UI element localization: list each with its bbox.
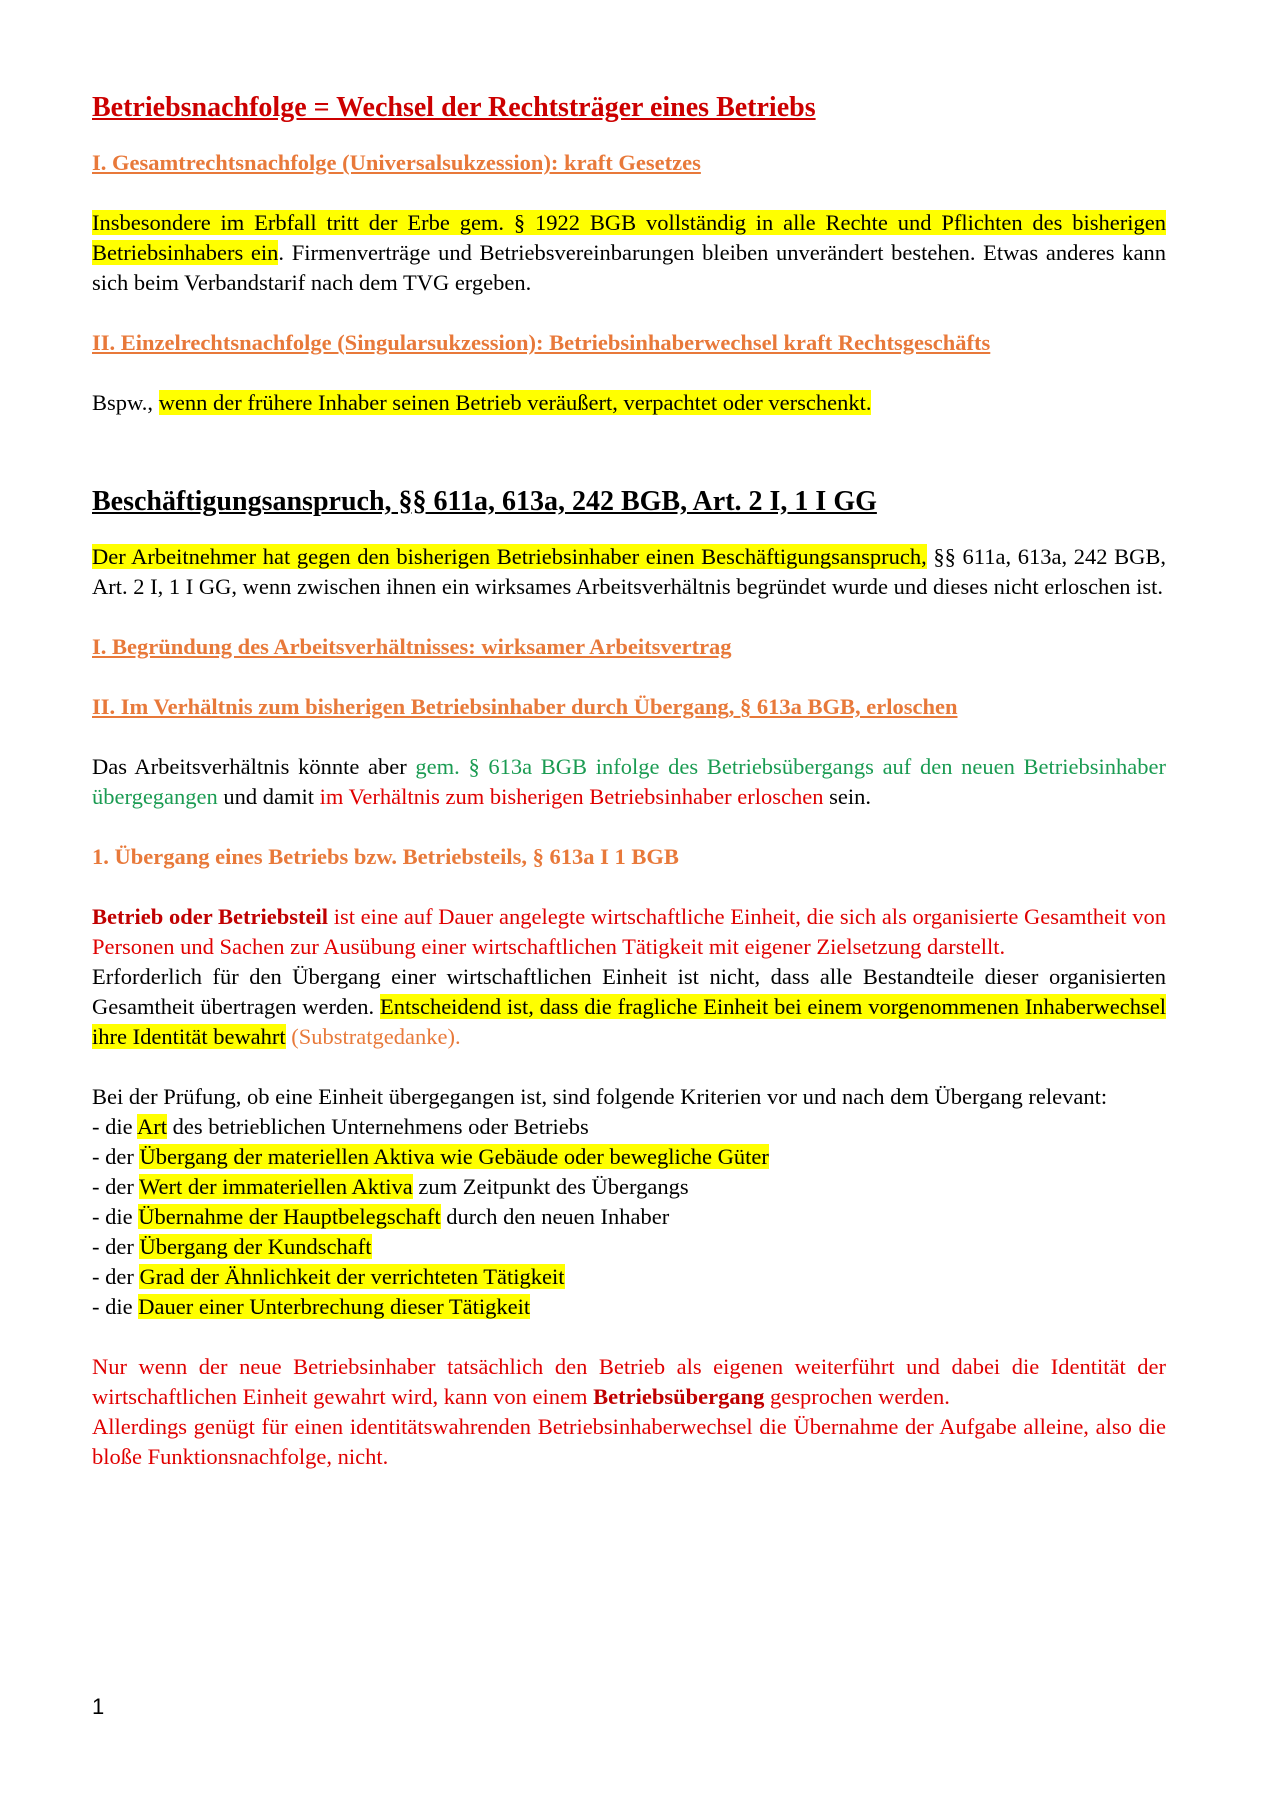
list-item [92, 1232, 1166, 1262]
list-item-prefix: - die [92, 1204, 139, 1229]
list-item-highlight: Übergang der materiellen Aktiva wie Gebäude oder bewegliche Güter [139, 1144, 769, 1169]
heading-begruendung: I. Begründung des Arbeitsverhältnisses: wirksamer Arbeitsvertrag [92, 634, 732, 659]
list-item-highlight: Art [137, 1114, 167, 1139]
list-item [92, 1262, 1166, 1292]
text-definition: ist eine auf Dauer angelegte wirtschaftliche Einheit, die sich als organisierte Gesamtheit von Personen und Sachen zur Ausübung einer wirtschaftlichen Tätigkeit mit eigener Zielsetzung darstellt. [92, 904, 1166, 959]
text-av-green: gem. § 613a BGB infolge des Betriebsübergangs auf den neuen Betriebsinhaber übergegangen [92, 754, 1166, 809]
text-substratgedanke: (Substratgedanke). [285, 1024, 461, 1049]
text-concl-pre: Nur wenn der neue Betriebsinhaber tatsächlich den Betrieb als eigenen weiterführt und dabei die Identität der wirtschaftlichen Einheit gewahrt wird, kann von einem [92, 1354, 1166, 1409]
heading-einzelrechtsnachfolge: II. Einzelrechtsnachfolge (Singularsukzession): Betriebsinhaberwechsel kraft Rechtsgeschäfts [92, 330, 991, 355]
highlight-veraeussert: wenn der frühere Inhaber seinen Betrieb veräußert, verpachtet oder verschenkt. [158, 390, 872, 415]
text-bspw: Bspw., [92, 390, 159, 415]
paragraph-erbfall [92, 208, 1166, 298]
list-item-suffix: zum Zeitpunkt des Übergangs [412, 1174, 689, 1199]
list-item-prefix: - der [92, 1144, 140, 1169]
paragraph-arbeitsverhaeltnis [92, 752, 1166, 812]
heading-gesamtrechtsnachfolge: I. Gesamtrechtsnachfolge (Universalsukzession): kraft Gesetzes [92, 150, 701, 175]
list-item-highlight: Wert der immateriellen Aktiva [139, 1174, 413, 1199]
list-item [92, 1202, 1166, 1232]
title-betriebsnachfolge: Betriebsnachfolge = Wechsel der Rechtsträger eines Betriebs [92, 92, 816, 123]
heading-uebergang-erloschen: II. Im Verhältnis zum bisherigen Betriebsinhaber durch Übergang, § 613a BGB, erloschen [92, 694, 958, 719]
criteria-list [92, 1112, 1166, 1322]
list-item [92, 1172, 1166, 1202]
list-item-prefix: - die [92, 1294, 139, 1319]
list-item-suffix: des betrieblichen Unternehmens oder Betriebs [167, 1114, 589, 1139]
paragraph-beispiel [92, 388, 1166, 418]
list-item-prefix: - der [92, 1234, 140, 1259]
text-av-red: im Verhältnis zum bisherigen Betriebsinhaber erloschen [319, 784, 824, 809]
list-item-highlight: Übernahme der Hauptbelegschaft [138, 1204, 441, 1229]
highlight-erbfall: Insbesondere im Erbfall tritt der Erbe gem. § 1922 BGB vollständig in alle Rechte und Pflichten des bisherigen Betriebsinhabers ein [92, 210, 1166, 265]
highlight-identitaet: Entscheidend ist, dass die fragliche Einheit bei einem vorgenommenen Inhaberwechsel ihre Identität bewahrt [92, 994, 1166, 1049]
list-item [92, 1142, 1166, 1172]
highlight-intro: Der Arbeitnehmer hat gegen den bisherigen Betriebsinhaber einen Beschäftigungsanspruch, [92, 544, 927, 569]
heading-uebergang-betrieb: 1. Übergang eines Betriebs bzw. Betriebsteils, § 613a I 1 BGB [92, 844, 679, 869]
list-item-highlight: Dauer einer Unterbrechung dieser Tätigkeit [138, 1294, 531, 1319]
text-firmenvertraege: . Firmenverträge und Betriebsvereinbarungen bleiben unverändert bestehen. Etwas anderes kann sich beim Verbandstarif nach dem TVG ergeben. [92, 240, 1166, 295]
text-av-post: sein. [823, 784, 871, 809]
list-item-highlight: Grad der Ähnlichkeit der verrichteten Tätigkeit [139, 1264, 565, 1289]
text-av-pre: Das Arbeitsverhältnis könnte aber [92, 754, 416, 779]
page-number: 1 [92, 1694, 105, 1719]
paragraph-intro [92, 542, 1166, 602]
paragraph-erforderlich [92, 962, 1166, 1052]
list-item-suffix: durch den neuen Inhaber [440, 1204, 670, 1229]
list-item-prefix: - die [92, 1114, 137, 1139]
term-betrieb: Betrieb oder Betriebsteil [92, 904, 328, 929]
text-av-mid: und damit [217, 784, 320, 809]
title-beschaeftigungsanspruch: Beschäftigungsanspruch, §§ 611a, 613a, 242 BGB, Art. 2 I, 1 I GG [92, 486, 877, 517]
spacer [92, 448, 1166, 484]
list-item-highlight: Übergang der Kundschaft [139, 1234, 372, 1259]
paragraph-definition [92, 902, 1166, 962]
list-item-prefix: - der [92, 1174, 140, 1199]
list-item-prefix: - der [92, 1264, 140, 1289]
list-item [92, 1292, 1166, 1322]
paragraph-funktionsnachfolge: Allerdings genügt für einen identitätswahrenden Betriebsinhaberwechsel die Übernahme der Aufgabe alleine, also die bloße Funktionsnachfolge, nicht. [92, 1414, 1166, 1469]
term-betriebsuebergang: Betriebsübergang [593, 1384, 765, 1409]
text-concl-post: gesprochen werden. [764, 1384, 950, 1409]
document-body [92, 90, 1166, 1502]
text-intro-rest: §§ 611a, 613a, 242 BGB, Art. 2 I, 1 I GG, wenn zwischen ihnen ein wirksames Arbeitsverhältnis begründet wurde und dieses nicht erloschen ist. [92, 544, 1166, 599]
list-item [92, 1112, 1166, 1142]
paragraph-conclusion [92, 1352, 1166, 1412]
paragraph-kriterien-intro: Bei der Prüfung, ob eine Einheit übergegangen ist, sind folgende Kriterien vor und nach dem Übergang relevant: [92, 1084, 1108, 1109]
text-erforderlich: Erforderlich für den Übergang einer wirtschaftlichen Einheit ist nicht, dass alle Bestandteile dieser organisierten Gesamtheit übertragen werden. [92, 964, 1166, 1019]
